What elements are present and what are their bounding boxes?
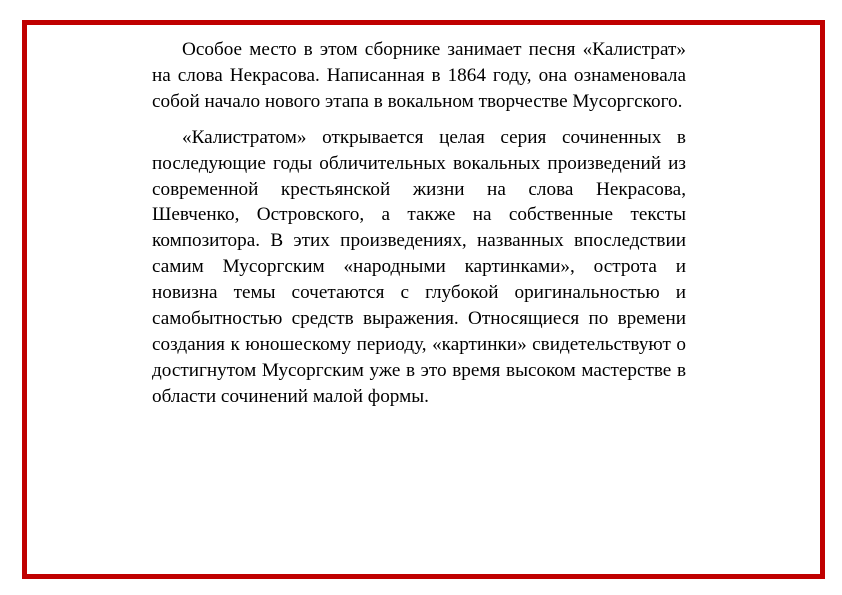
slide-text-block [152, 37, 686, 410]
paragraph-1: Особое место в этом сборнике занимает песня «Калистрат» на слова Некрасова. Написанная в 1864 году, она ознаменовала собой начало нового этапа в вокальном творчестве Мусоргского. [152, 39, 686, 112]
paragraph-2: «Калистратом» открывается целая серия сочиненных в последующие годы обличительных вокальных произведений из современной крестьянской жизни на слова Некрасова, Шевченко, Островского, а также на собственные тексты композитора. В этих произведениях, названных впоследствии самим Мусоргским «народными картинками», острота и новизна темы сочетаются с глубокой оригинальностью и самобытностью средств выражения. Относящиеся по времени создания к юношескому периоду, «картинки» свидетельствуют о достигнутом Мусоргским уже в это время высоком мастерстве в области сочинений малой формы. [152, 126, 686, 407]
